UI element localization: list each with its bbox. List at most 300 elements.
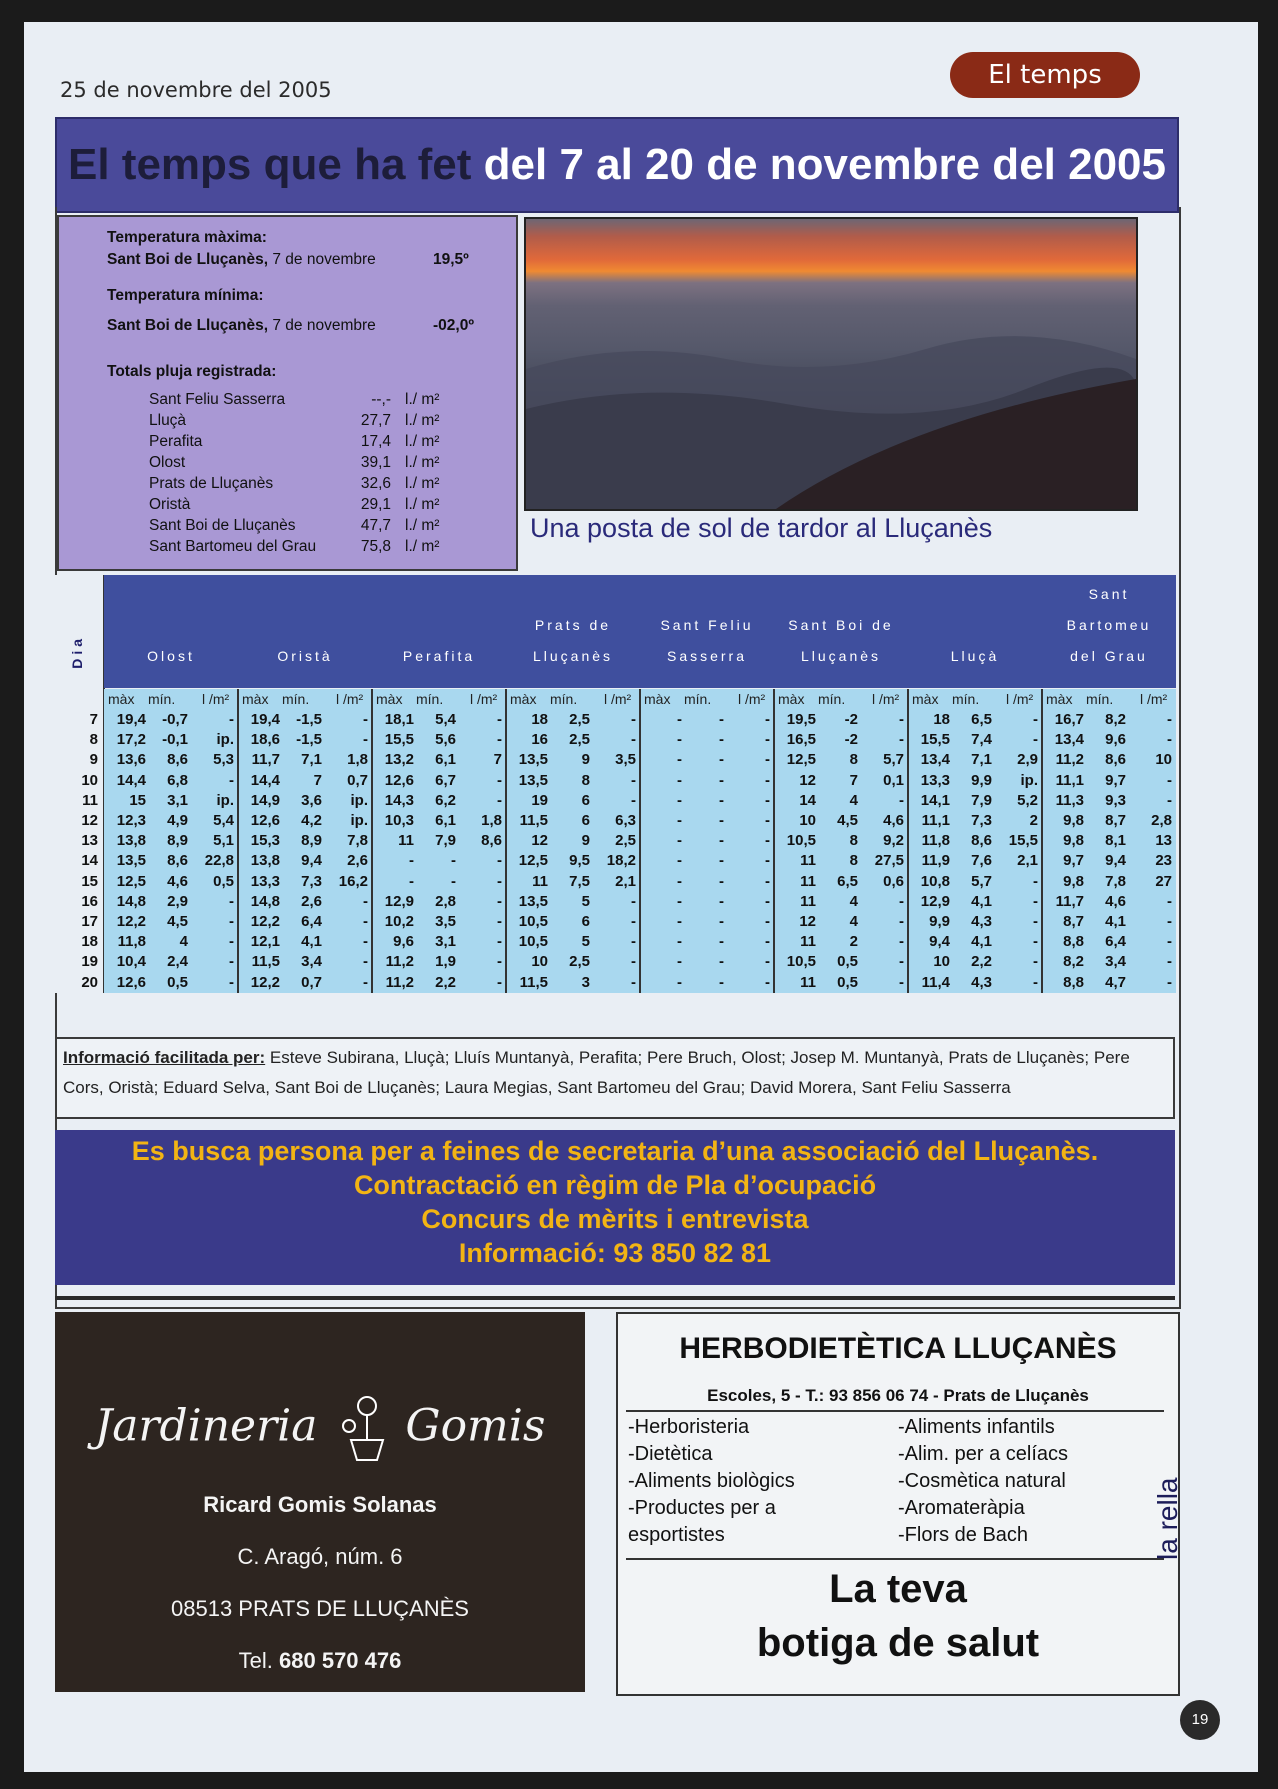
rain-unit: l./ m²: [405, 391, 440, 408]
job-line1: Es busca persona per a feines de secretaria d’una associació del Lluçanès.: [131, 1136, 1099, 1166]
column-subheader: l /m²: [1140, 691, 1168, 707]
weather-cell: 12,9: [920, 892, 950, 910]
station-header: Lluçanès: [800, 648, 882, 664]
weather-cell: -: [899, 711, 904, 728]
weather-cell: 5,4: [435, 711, 456, 728]
station-header: Sant Boi de: [788, 617, 894, 633]
rain-value: 75,8: [360, 538, 391, 555]
weather-cell: 11,5: [519, 812, 548, 829]
weather-cell: 13,3: [920, 771, 950, 789]
weather-cell: -: [229, 711, 234, 728]
weather-cell: -: [1033, 933, 1038, 951]
rain-unit: l./ m²: [405, 412, 440, 429]
weather-cell: 5,4: [213, 812, 234, 829]
weather-cell: 2,6: [347, 852, 368, 870]
weather-cell: 8,7: [1105, 812, 1126, 829]
weather-cell: -: [1167, 771, 1172, 789]
weather-cell: 10,5: [786, 832, 816, 850]
banner-title-part2: del 7 al 20 de novembre del 2005: [471, 140, 1166, 189]
day-number: 14: [81, 852, 98, 870]
herb-product: -Cosmètica natural: [898, 1470, 1066, 1492]
weather-cell: -: [719, 791, 724, 809]
rain-place: Sant Boi de Lluçanès: [149, 517, 296, 534]
weather-cell: -: [1167, 913, 1172, 930]
herb-rule-bottom: [626, 1558, 1164, 1560]
weather-cell: 9,2: [883, 832, 904, 850]
weather-cell: -: [497, 913, 502, 930]
column-subheader: mín.: [416, 691, 444, 707]
job-line3: Concurs de mèrits i entrevista: [421, 1204, 809, 1234]
day-number: 7: [89, 711, 98, 728]
weather-cell: -: [899, 892, 904, 910]
weather-cell: 11: [800, 973, 816, 991]
weather-cell: 9: [581, 751, 590, 769]
herb-slogan: [618, 1562, 1178, 1670]
station-header: Bartomeu: [1066, 617, 1152, 633]
weather-cell: 0,5: [837, 973, 858, 991]
weather-cell: -: [765, 832, 770, 850]
column-subheader: màx: [1046, 691, 1073, 707]
weather-cell: 11,9: [921, 852, 950, 870]
weather-cell: -: [899, 933, 904, 951]
column-subheader: màx: [510, 691, 537, 707]
weather-cell: 19,4: [116, 711, 146, 728]
weather-cell: -: [497, 731, 502, 749]
weather-cell: -: [677, 933, 682, 951]
station-header: Sant: [1088, 586, 1130, 602]
weather-cell: 9,5: [569, 852, 590, 870]
weather-cell: 13,5: [518, 892, 548, 910]
weather-cell: 11: [800, 872, 816, 890]
column-subheader: màx: [778, 691, 805, 707]
max-temp-date: 7 de novembre: [272, 251, 376, 268]
weather-cell: 4,1: [301, 933, 322, 951]
weather-cell: 4,3: [971, 973, 992, 991]
weather-cell: 18,6: [250, 731, 280, 749]
weather-cell: -: [1033, 711, 1038, 728]
column-subheader: màx: [376, 691, 403, 707]
rain-unit: l./ m²: [405, 454, 440, 471]
weather-cell: 4,5: [837, 812, 858, 829]
weather-cell: -: [631, 973, 636, 991]
weather-cell: -0,1: [162, 731, 188, 749]
station-header: Perafita: [402, 648, 476, 664]
weather-cell: 6,8: [167, 771, 188, 789]
weather-cell: -: [363, 953, 368, 971]
weather-cell: 7,4: [971, 731, 992, 749]
weather-cell: 2,5: [615, 832, 636, 850]
weather-cell: -: [677, 751, 682, 769]
weather-cell: -: [1167, 892, 1172, 910]
weather-cell: 2: [1029, 812, 1038, 829]
weather-cell: -: [1167, 953, 1172, 971]
herb-product: -Dietètica: [628, 1443, 713, 1465]
weather-cell: 14,8: [116, 892, 146, 910]
rain-unit: l./ m²: [405, 496, 440, 513]
weather-cell: 3,5: [435, 913, 456, 930]
weather-cell: 4: [849, 913, 858, 930]
weather-cell: 12,9: [384, 892, 414, 910]
herb-list-left: [628, 1414, 795, 1549]
weather-cell: -: [719, 953, 724, 971]
day-number: 13: [81, 832, 98, 850]
column-subheader: mín.: [550, 691, 578, 707]
weather-cell: 16: [531, 731, 548, 749]
max-temp-label: Temperatura màxima:: [107, 229, 267, 246]
garden-ad: [55, 1312, 585, 1692]
weather-cell: 18,1: [384, 711, 414, 728]
weather-cell: -: [765, 791, 770, 809]
weather-cell: 0,5: [167, 973, 188, 991]
weather-cell: -: [899, 953, 904, 971]
column-subheader: mín.: [818, 691, 846, 707]
weather-cell: -: [631, 892, 636, 910]
weather-cell: -: [229, 892, 234, 910]
rain-total-label: Totals pluja registrada:: [107, 363, 277, 380]
weather-cell: ip.: [216, 791, 234, 809]
weather-cell: 12: [799, 913, 816, 930]
weather-cell: 9,6: [1105, 731, 1126, 749]
weather-cell: 8,7: [1063, 913, 1084, 930]
weather-cell: 9,4: [929, 933, 950, 951]
herb-slogan-line1: La teva: [829, 1567, 967, 1611]
weather-cell: 15: [129, 791, 146, 809]
column-divider: [237, 689, 239, 993]
weather-cell: 9,8: [1063, 872, 1084, 890]
weather-cell: 7,8: [1105, 872, 1126, 890]
weather-cell: 13,8: [250, 852, 280, 870]
herb-title: HERBODIETÈTICA LLUÇANÈS: [679, 1332, 1117, 1365]
weather-cell: 6,7: [435, 771, 456, 789]
sources-info: [55, 1037, 1175, 1119]
weather-cell: 9,9: [929, 913, 950, 930]
rain-value: 32,6: [360, 475, 391, 492]
column-subheader: mín.: [148, 691, 176, 707]
weather-cell: 7,9: [435, 832, 456, 850]
weather-cell: -: [497, 771, 502, 789]
weather-cell: 11,5: [519, 973, 548, 991]
weather-cell: 3: [581, 973, 590, 991]
rain-value: 27,7: [360, 412, 391, 429]
weather-cell: 13,4: [1054, 731, 1084, 749]
weather-cell: 9,8: [1063, 832, 1084, 850]
weather-cell: 12,3: [116, 812, 146, 829]
weather-cell: 9,4: [301, 852, 322, 870]
day-label: Dia: [69, 635, 85, 669]
weather-cell: 2,2: [435, 973, 456, 991]
weather-cell: -: [631, 953, 636, 971]
weather-cell: 15,3: [250, 832, 280, 850]
weather-cell: 6,5: [971, 711, 992, 728]
weather-cell: 5,3: [213, 751, 234, 769]
banner-title-part1: El temps que ha fet: [68, 140, 472, 189]
weather-cell: -: [677, 791, 682, 809]
column-subheader: l /m²: [470, 691, 498, 707]
weather-cell: 12,1: [250, 933, 280, 951]
weather-cell: -: [765, 872, 770, 890]
weather-cell: -: [409, 872, 414, 890]
weather-cell: 6: [581, 791, 590, 809]
weather-cell: 11: [398, 832, 414, 850]
weather-cell: -: [765, 852, 770, 870]
weather-cell: 7,1: [971, 751, 992, 769]
weather-cell: 4: [179, 933, 188, 951]
weather-cell: -: [719, 872, 724, 890]
weather-cell: -: [719, 852, 724, 870]
weather-cell: 2,4: [167, 953, 188, 971]
weather-cell: 7: [849, 771, 858, 789]
weather-cell: -: [1167, 711, 1172, 728]
weather-cell: 11: [532, 872, 548, 890]
weather-cell: 0,5: [837, 953, 858, 971]
weather-cell: -: [677, 812, 682, 829]
weather-cell: -: [899, 731, 904, 749]
weather-cell: 12,2: [116, 913, 146, 930]
station-header: Olost: [147, 648, 195, 664]
garden-tel-number: 680 570 476: [279, 1648, 402, 1673]
rain-value: 29,1: [360, 496, 391, 513]
day-number: 10: [81, 771, 98, 789]
weather-cell: -2: [844, 731, 858, 749]
weather-cell: 8,2: [1105, 711, 1126, 728]
weather-cell: -: [899, 791, 904, 809]
column-divider: [907, 689, 909, 993]
weather-cell: -: [631, 711, 636, 728]
weather-cell: 8: [849, 832, 858, 850]
page-number: 19: [1180, 1700, 1220, 1740]
weather-cell: 14,4: [116, 771, 146, 789]
weather-cell: 6,2: [435, 791, 456, 809]
weather-cell: 13,8: [116, 832, 146, 850]
weather-cell: -: [497, 892, 502, 910]
rain-place: Prats de Lluçanès: [149, 475, 274, 492]
weather-cell: -: [677, 973, 682, 991]
weather-cell: -: [631, 731, 636, 749]
weather-cell: 11: [800, 852, 816, 870]
herb-list-right: [898, 1414, 1068, 1549]
section-tag: El temps: [950, 52, 1140, 98]
weather-cell: -: [497, 852, 502, 870]
weather-cell: -: [765, 953, 770, 971]
weather-cell: 13,2: [384, 751, 414, 769]
weather-banner: [55, 117, 1179, 213]
weather-cell: 12,6: [250, 812, 280, 829]
weather-cell: -: [631, 913, 636, 930]
weather-cell: 18: [933, 711, 950, 728]
station-header: Oristà: [277, 648, 333, 664]
min-temp-place: Sant Boi de Lluçanès,: [107, 317, 269, 334]
weather-cell: 13,3: [250, 872, 280, 890]
weather-cell: -: [765, 913, 770, 930]
weather-cell: 0,5: [213, 872, 234, 890]
rain-unit: l./ m²: [405, 433, 440, 450]
weather-cell: 4,3: [971, 913, 992, 930]
weather-cell: 7,8: [347, 832, 368, 850]
weather-cell: -: [497, 711, 502, 728]
weather-cell: 2,5: [569, 711, 590, 728]
weather-cell: -0,7: [162, 711, 188, 728]
issue-date: 25 de novembre del 2005: [60, 78, 332, 102]
column-subheader: mín.: [1086, 691, 1114, 707]
weather-cell: 11,2: [1055, 751, 1084, 769]
column-divider: [505, 689, 507, 993]
rain-place: Oristà: [149, 496, 191, 513]
weather-cell: -: [363, 933, 368, 951]
column-subheader: l /m²: [336, 691, 364, 707]
weather-cell: -: [677, 832, 682, 850]
sources-label: Informació facilitada per:: [63, 1048, 266, 1067]
weather-cell: 5,7: [883, 751, 904, 769]
weather-cell: 6,4: [1105, 933, 1126, 951]
weather-cell: -: [497, 953, 502, 971]
garden-logo: [55, 1394, 585, 1464]
weather-cell: 2,9: [1017, 751, 1038, 769]
weather-cell: 7,5: [569, 872, 590, 890]
rain-value: --,-: [371, 391, 391, 408]
weather-cell: -: [765, 711, 770, 728]
weather-cell: -: [409, 852, 414, 870]
column-subheader: màx: [644, 691, 671, 707]
weather-cell: 18: [531, 711, 548, 728]
weather-cell: 6,1: [435, 751, 456, 769]
weather-cell: 13: [1155, 832, 1172, 850]
weather-cell: -: [229, 913, 234, 930]
rain-unit: l./ m²: [405, 475, 440, 492]
weather-cell: 4,5: [167, 913, 188, 930]
weather-cell: -: [719, 913, 724, 930]
day-number: 8: [89, 731, 98, 749]
weather-cell: 2,5: [569, 953, 590, 971]
weather-cell: -: [719, 812, 724, 829]
weather-cell: ip.: [216, 731, 234, 749]
weather-cell: 11,7: [251, 751, 280, 769]
rain-place: Olost: [149, 454, 186, 471]
weather-cell: 8,8: [1063, 973, 1084, 991]
weather-cell: -: [677, 731, 682, 749]
weather-cell: 10,5: [786, 953, 816, 971]
weather-cell: 27,5: [874, 852, 904, 870]
weather-cell: 10,8: [920, 872, 950, 890]
weather-cell: 14,8: [250, 892, 280, 910]
weather-cell: -: [677, 852, 682, 870]
weather-cell: -: [677, 771, 682, 789]
rain-unit: l./ m²: [405, 517, 440, 534]
weather-cell: 9,8: [1063, 812, 1084, 829]
weather-cell: -: [229, 953, 234, 971]
weather-cell: 2,1: [1017, 852, 1038, 870]
column-subheader: màx: [912, 691, 939, 707]
weather-cell: 4,2: [301, 812, 322, 829]
weather-cell: -2: [844, 711, 858, 728]
herb-ad: [616, 1312, 1180, 1696]
weather-cell: 6,4: [301, 913, 322, 930]
weather-cell: 8,6: [167, 852, 188, 870]
weather-cell: 14,3: [384, 791, 414, 809]
weather-cell: 10: [799, 812, 816, 829]
weather-cell: 11,2: [385, 973, 414, 991]
weather-cell: 9,7: [1105, 771, 1126, 789]
weather-cell: -: [631, 933, 636, 951]
weather-cell: 12,5: [786, 751, 816, 769]
weather-cell: -: [1167, 791, 1172, 809]
station-header: Lluçà: [950, 648, 1000, 664]
weather-cell: -: [765, 933, 770, 951]
weather-cell: 8,1: [1105, 832, 1126, 850]
weather-cell: -: [719, 832, 724, 850]
weather-cell: 8: [581, 771, 590, 789]
weather-cell: 3,1: [167, 791, 188, 809]
weather-cell: 12: [531, 832, 548, 850]
herb-product: -Flors de Bach: [898, 1524, 1029, 1546]
weather-cell: 4: [849, 791, 858, 809]
weather-cell: 9,9: [971, 771, 992, 789]
weather-cell: 10,2: [384, 913, 414, 930]
weather-cell: 1,8: [347, 751, 368, 769]
weather-cell: -: [765, 731, 770, 749]
weather-cell: 2,8: [1151, 812, 1172, 829]
day-number: 11: [82, 791, 98, 809]
weather-cell: -: [363, 711, 368, 728]
weather-cell: 2,1: [615, 872, 636, 890]
weather-cell: -: [1033, 872, 1038, 890]
weather-cell: 10: [1155, 751, 1172, 769]
weather-cell: 4: [849, 892, 858, 910]
weather-cell: 10,3: [384, 812, 414, 829]
weather-cell: 22,8: [204, 852, 234, 870]
weather-cell: 7: [493, 751, 502, 769]
weather-cell: 11,8: [921, 832, 950, 850]
weather-cell: 11,7: [1055, 892, 1084, 910]
magazine-name: la rella: [1152, 1477, 1183, 1560]
weather-cell: -: [719, 731, 724, 749]
weather-cell: 1,9: [435, 953, 456, 971]
rain-unit: l./ m²: [405, 538, 440, 555]
weather-cell: 8,6: [1105, 751, 1126, 769]
weather-cell: -: [1033, 913, 1038, 930]
weather-cell: 14,1: [920, 791, 950, 809]
weather-cell: -: [631, 791, 636, 809]
weather-cell: 2,6: [301, 892, 322, 910]
flowerpot-icon: [331, 1394, 391, 1464]
weather-cell: -: [229, 973, 234, 991]
weather-cell: 11,4: [921, 973, 950, 991]
day-number: 12: [81, 812, 98, 829]
rain-value: 47,7: [360, 517, 391, 534]
column-subheader: mín.: [684, 691, 712, 707]
rain-value: 39,1: [360, 454, 391, 471]
weather-cell: 19,4: [250, 711, 280, 728]
weather-cell: 0,1: [883, 771, 904, 789]
weather-cell: -: [497, 933, 502, 951]
weather-cell: 5,7: [971, 872, 992, 890]
weather-cell: 13,6: [116, 751, 146, 769]
weather-cell: 11: [800, 933, 816, 951]
weather-cell: ip.: [1020, 771, 1038, 789]
weather-cell: 9,3: [1105, 791, 1126, 809]
sunset-landscape-image: [526, 219, 1136, 509]
weather-cell: 0,6: [883, 872, 904, 890]
weather-cell: 15,5: [1008, 832, 1038, 850]
garden-logo-right: Gomis: [405, 1400, 546, 1452]
divider: [55, 1296, 1175, 1300]
weather-cell: 14,9: [250, 791, 280, 809]
weather-cell: -: [677, 892, 682, 910]
column-subheader: mín.: [282, 691, 310, 707]
weather-cell: -: [1033, 731, 1038, 749]
sunset-photo: [524, 217, 1138, 511]
max-temp-value: 19,5º: [433, 251, 469, 268]
sources-text: Esteve Subirana, Lluçà; Lluís Muntanyà, Perafita; Pere Bruch, Olost; Josep M. Muntanyà, Prats de Lluçanès; Pere Cors, Oristà; Eduard Selva, Sant Boi de Lluçanès; Laura Megias, Sant Bartomeu del Grau; David Morera, Sant Feliu Sasserra: [63, 1048, 1130, 1097]
